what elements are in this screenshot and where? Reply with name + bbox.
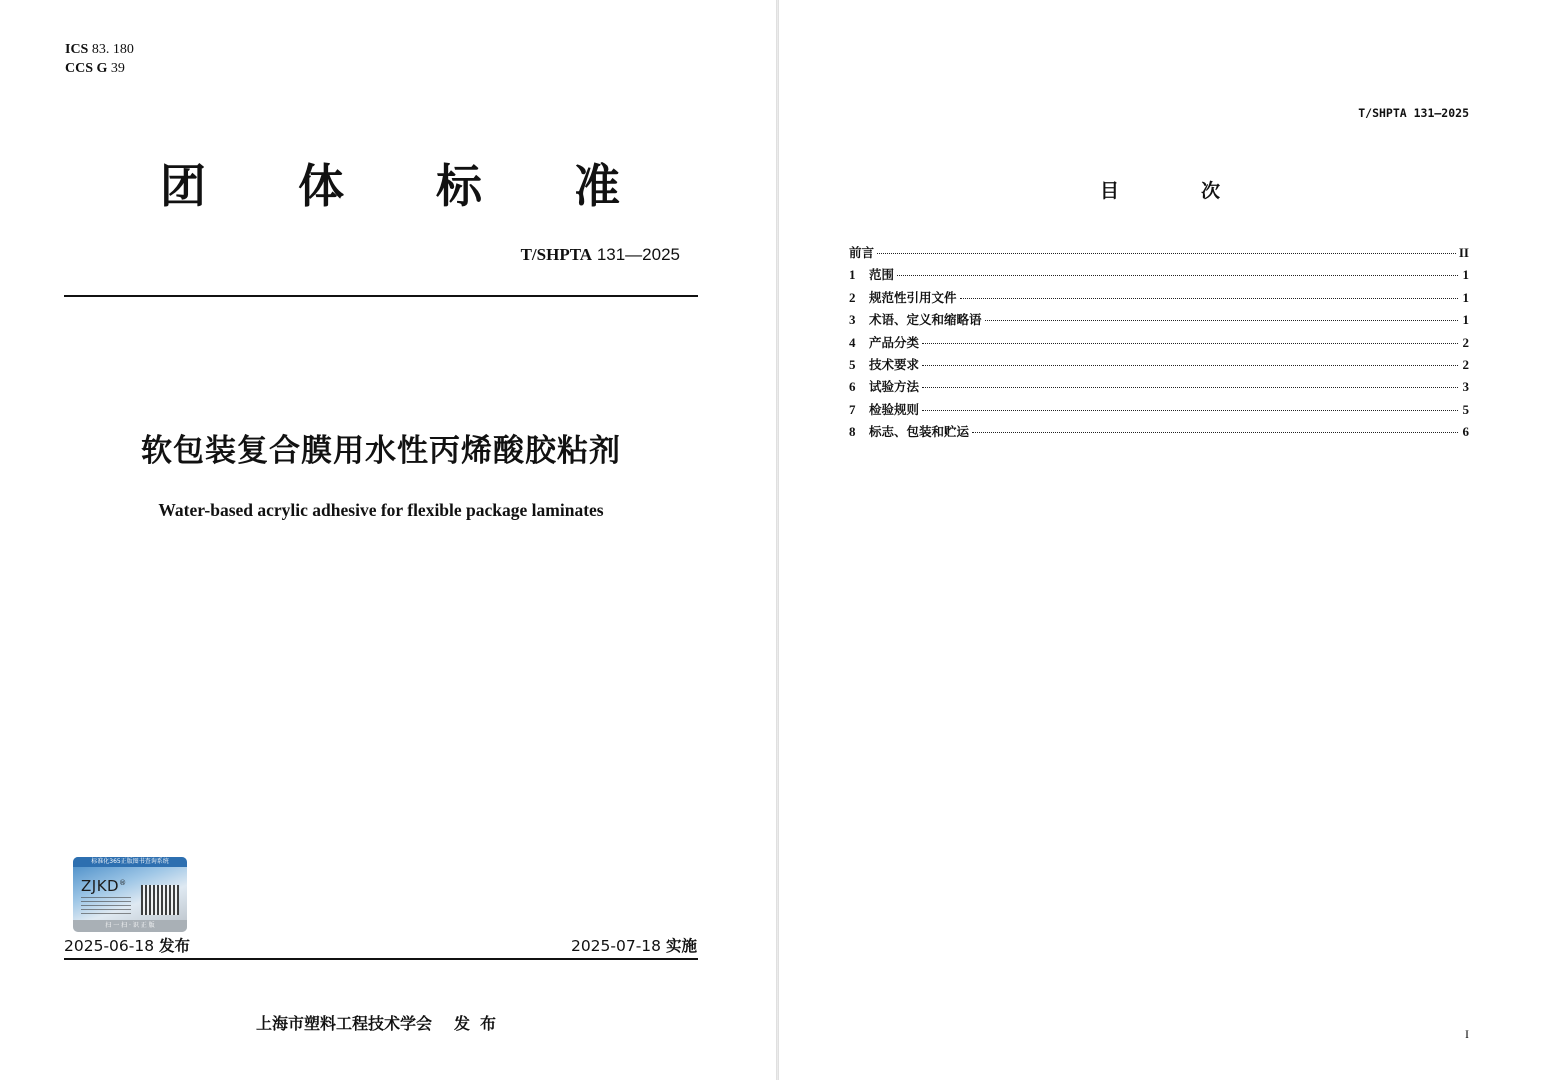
- toc-entry-title: 规范性引用文件: [869, 289, 957, 305]
- standard-type-heading: [160, 150, 620, 216]
- toc-entry-title: 试验方法: [869, 379, 920, 395]
- toc-heading-char: 目: [1100, 180, 1120, 202]
- toc-entry-number: 1: [849, 267, 856, 283]
- standard-prefix: T/SHPTA: [520, 245, 593, 264]
- toc-dot-leader: [922, 387, 1458, 388]
- publisher-verb: 发布: [454, 1014, 507, 1033]
- toc-entry-title: 范围: [869, 267, 895, 283]
- ccs-value: 39: [110, 61, 125, 76]
- running-header-code: T/SHPTA 131—2025: [1358, 106, 1469, 120]
- top-rule-divider: [64, 295, 698, 297]
- standard-number: [470, 245, 680, 265]
- chinese-title: 软包装复合膜用水性丙烯酸胶粘剂: [141, 433, 621, 469]
- toc-entry-title: 产品分类: [869, 334, 920, 350]
- publisher-line: [64, 1011, 698, 1034]
- heading-char: 标: [436, 159, 482, 213]
- seal-brand: [81, 877, 127, 895]
- toc-entry-7[interactable]: [849, 400, 1469, 422]
- effective-date-word: 实施: [665, 937, 697, 955]
- effective-date-value: 2025-07-18: [570, 937, 662, 955]
- table-of-contents: [849, 243, 1469, 445]
- toc-entry-page: 2: [1462, 334, 1469, 350]
- bottom-rule-divider: [64, 958, 698, 960]
- qr-code-icon: [141, 885, 179, 915]
- toc-entry-number: 8: [849, 424, 856, 440]
- page-folio: I: [1465, 1027, 1469, 1041]
- toc-entry-6[interactable]: [849, 377, 1469, 399]
- toc-entry-page: 5: [1462, 401, 1469, 417]
- ics-value: 83. 180: [91, 42, 134, 57]
- ccs-code: [65, 59, 134, 78]
- ics-label: ICS: [65, 42, 89, 57]
- toc-entry-page: 2: [1462, 356, 1469, 372]
- heading-char: 准: [574, 159, 620, 213]
- toc-entry-number: 5: [849, 356, 856, 372]
- toc-entry-title: 标志、包装和贮运: [869, 424, 970, 440]
- seal-bottom-text: 扫 一 扫 · 识 正 版: [73, 920, 187, 932]
- publisher-name: 上海市塑料工程技术学会: [255, 1014, 432, 1033]
- toc-entry-page: 6: [1462, 424, 1469, 440]
- seal-brand-name: ZJKD: [81, 877, 120, 895]
- toc-dot-leader: [922, 365, 1458, 366]
- toc-dot-leader: [877, 253, 1456, 254]
- classification-codes: [65, 40, 134, 78]
- toc-dot-leader: [922, 410, 1458, 411]
- toc-entry-number: 2: [849, 289, 856, 305]
- english-title: Water-based acrylic adhesive for flexible package laminates: [158, 500, 604, 520]
- cover-page: [0, 0, 776, 1080]
- toc-entry-page: II: [1458, 245, 1469, 260]
- toc-entry-number: 7: [849, 401, 856, 417]
- registered-mark: ®: [119, 879, 127, 887]
- toc-dot-leader: [922, 343, 1458, 344]
- ics-code: [65, 40, 134, 59]
- toc-entry-number: 4: [849, 334, 856, 350]
- seal-fine-print: [81, 897, 131, 915]
- effective-date: [480, 934, 697, 956]
- issue-date-word: 发布: [159, 937, 191, 955]
- toc-heading-char: 次: [1200, 180, 1220, 202]
- toc-dot-leader: [985, 320, 1458, 321]
- issue-date-value: 2025-06-18: [64, 937, 155, 955]
- toc-entry-2[interactable]: [849, 288, 1469, 310]
- seal-top-text: 标准化365正版图书查询系统: [73, 857, 187, 867]
- authenticity-seal: [73, 857, 187, 932]
- toc-entry-page: 1: [1462, 312, 1469, 328]
- heading-char: 团: [160, 159, 206, 213]
- toc-entry-4[interactable]: [849, 333, 1469, 355]
- toc-entry-title: 技术要求: [869, 356, 920, 372]
- toc-entry-1[interactable]: [849, 265, 1469, 287]
- toc-dot-leader: [897, 275, 1458, 276]
- toc-entry-8[interactable]: [849, 422, 1469, 444]
- toc-entry-number: 6: [849, 379, 856, 395]
- toc-entry-title: 前言: [849, 245, 875, 260]
- standard-code: 131—2025: [596, 245, 680, 264]
- toc-entry-page: 1: [1462, 289, 1469, 305]
- toc-entry-5[interactable]: [849, 355, 1469, 377]
- ccs-label: CCS G: [65, 61, 108, 76]
- heading-char: 体: [298, 159, 344, 213]
- toc-entry-3[interactable]: [849, 310, 1469, 332]
- contents-page: [779, 0, 1554, 1080]
- toc-entry-foreword[interactable]: [849, 243, 1469, 265]
- toc-dot-leader: [960, 298, 1458, 299]
- toc-entry-title: 术语、定义和缩略语: [869, 312, 982, 328]
- toc-entry-number: 3: [849, 312, 856, 328]
- toc-heading: [1100, 176, 1220, 203]
- toc-entry-page: 1: [1462, 267, 1469, 283]
- toc-entry-title: 检验规则: [869, 401, 920, 417]
- toc-entry-page: 3: [1462, 379, 1469, 395]
- issue-date: [64, 934, 190, 956]
- toc-dot-leader: [972, 432, 1458, 433]
